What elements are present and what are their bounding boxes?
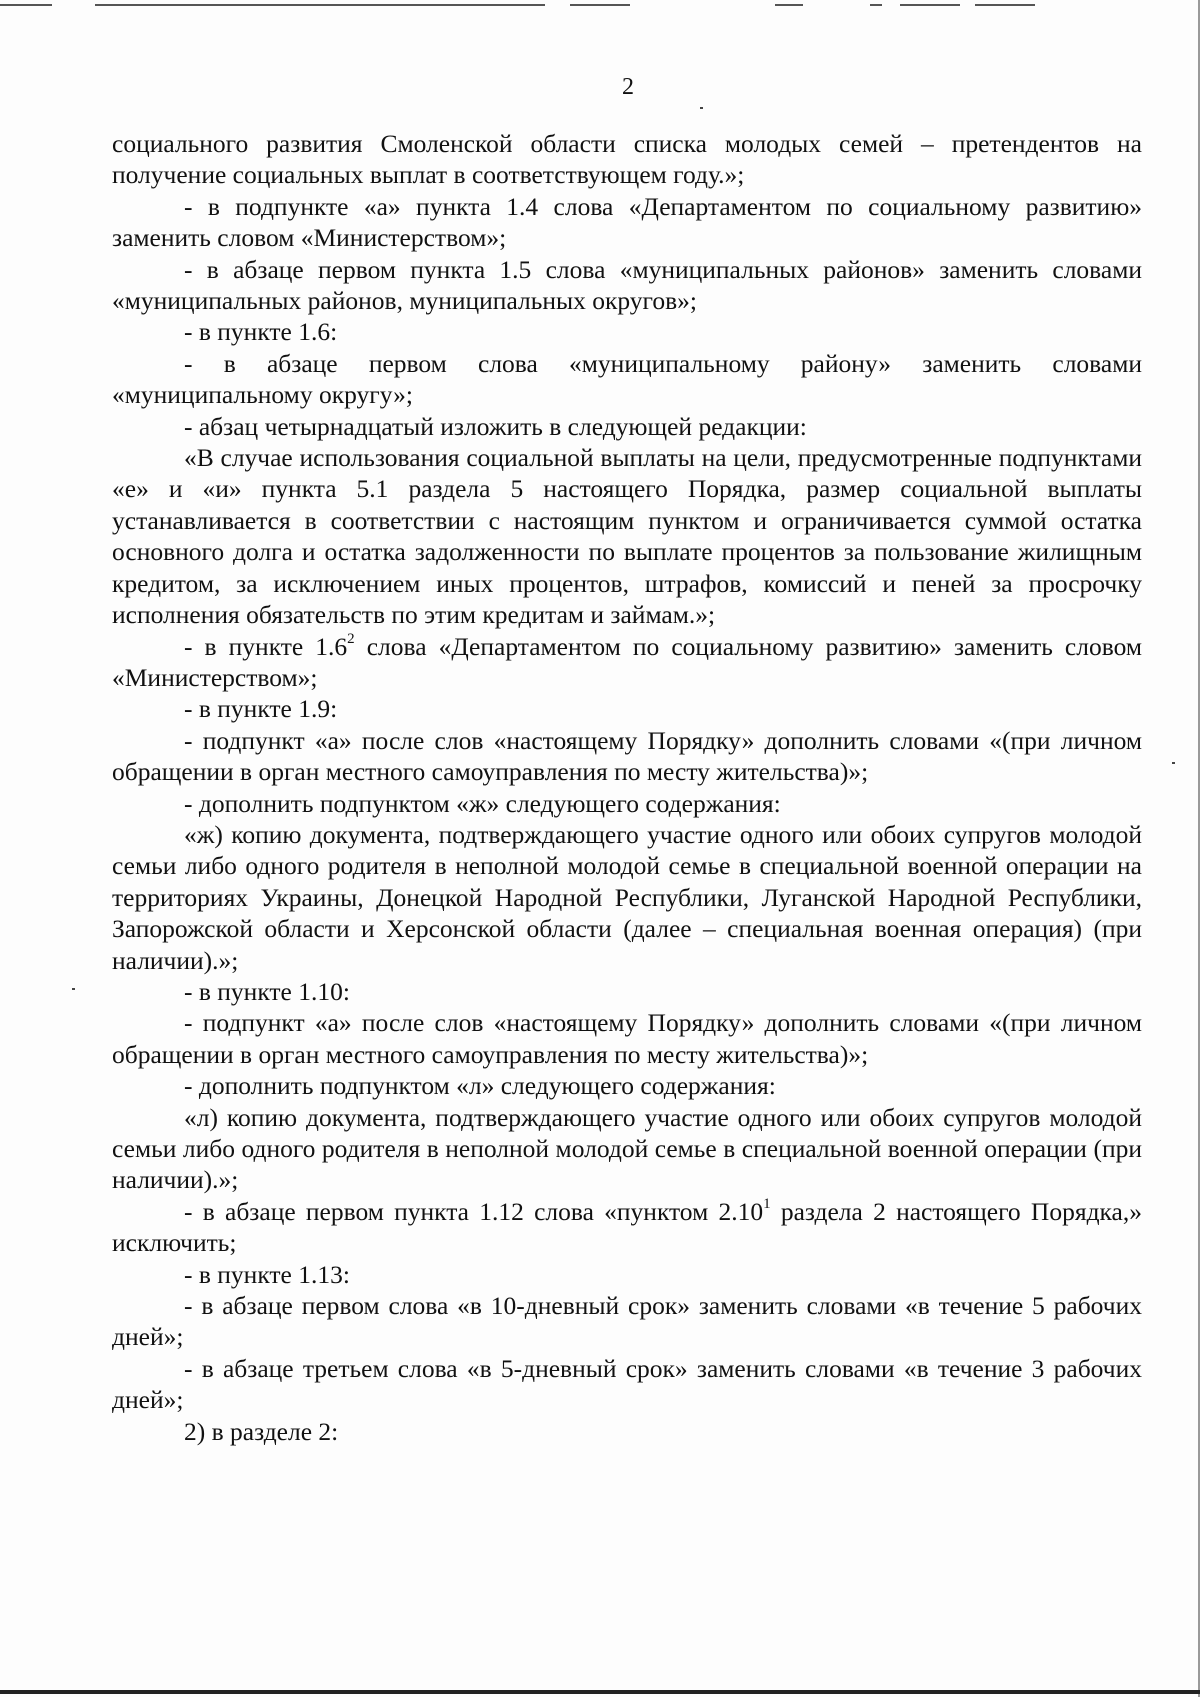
paragraph: - в пункте 1.10: bbox=[184, 976, 350, 1006]
paragraph-text: - в абзаце первом пункта 1.12 слова «пунктом 2.10 bbox=[184, 1196, 764, 1226]
paragraph: «В случае использования социальной выплаты на цели, предусмотренные подпунктами «е» и «и» пункта 5.1 раздела 5 настоящего Порядка, размер социальной выплаты устанавливается в соответствии с настоящим пунктом и ограничивается суммой остатка основного долга и остатка задолженности по выплате процентов за пользование жилищным кредитом, за исключением иных процентов, штрафов, комиссий и пеней за просрочку исполнения обязательств по этим кредитам и займам.»; bbox=[112, 443, 1142, 630]
paragraph: - подпункт «а» после слов «настоящему Порядку» дополнить словами «(при личном обращении в орган местного самоуправления по месту жительства)»; bbox=[112, 1008, 1142, 1069]
paragraph bbox=[112, 631, 1142, 694]
paragraph: - в пункте 1.13: bbox=[184, 1259, 350, 1289]
paragraph-text: слова «Департаментом по социальному развитию» заменить словом «Министерством»; bbox=[112, 631, 1142, 692]
paragraph: - в абзаце первом слова «в 10-дневный срок» заменить словами «в течение 5 рабочих дней»; bbox=[112, 1291, 1142, 1352]
paragraph bbox=[112, 1196, 1142, 1259]
paragraph: «л) копию документа, подтверждающего участие одного или обоих супругов молодой семьи либо одного родителя в неполной молодой семье в специальной военной операции (при наличии).»; bbox=[112, 1102, 1142, 1195]
scan-speck bbox=[72, 988, 75, 990]
paragraph: социального развития Смоленской области списка молодых семей – претендентов на получение социальных выплат в соответствующем году.»; bbox=[112, 129, 1142, 190]
paragraph: - дополнить подпунктом «ж» следующего содержания: bbox=[184, 788, 781, 818]
paragraph-text: - в пункте 1.6 bbox=[184, 631, 348, 661]
paragraph: - в абзаце первом пункта 1.5 слова «муниципальных районов» заменить словами «муниципальных районов, муниципальных округов»; bbox=[112, 254, 1142, 316]
paragraph: - в абзаце третьем слова «в 5-дневный срок» заменить словами «в течение 3 рабочих дней»; bbox=[112, 1353, 1142, 1415]
paragraph: 2) в разделе 2: bbox=[184, 1416, 339, 1446]
paragraph: - абзац четырнадцатый изложить в следующей редакции: bbox=[184, 411, 807, 441]
superscript: 2 bbox=[347, 631, 355, 647]
paragraph-text: раздела 2 настоящего Порядка,» исключить; bbox=[112, 1196, 1142, 1258]
scan-speck bbox=[1172, 762, 1175, 764]
paragraph: - в подпункте «а» пункта 1.4 слова «Департаментом по социальному развитию» заменить словом «Министерством»; bbox=[112, 191, 1142, 253]
paragraph: «ж) копию документа, подтверждающего участие одного или обоих супругов молодой семьи либо одного родителя в неполной молодой семье в специальной военной операции на территориях Украины, Донецкой Народной Республики, Луганской Народной Республики, Запорожской области и Херсонской области (далее – специальная военная операция) (при наличии).»; bbox=[112, 819, 1142, 975]
superscript: 1 bbox=[763, 1196, 771, 1213]
scan-speck bbox=[700, 107, 703, 109]
paragraph: - в пункте 1.6: bbox=[184, 317, 338, 347]
paragraph: - в абзаце первом слова «муниципальному району» заменить словами «муниципальному округу»; bbox=[112, 348, 1142, 410]
scan-edge-top bbox=[0, 4, 1200, 7]
document-body bbox=[112, 128, 1142, 1447]
paragraph: - в пункте 1.9: bbox=[184, 694, 338, 724]
paragraph: - подпункт «а» после слов «настоящему Порядку» дополнить словами «(при личном обращении в орган местного самоуправления по месту жительства)»; bbox=[112, 725, 1142, 787]
page-number: 2 bbox=[622, 74, 634, 100]
paragraph: - дополнить подпунктом «л» следующего содержания: bbox=[184, 1071, 776, 1101]
scan-edge-bottom bbox=[0, 1690, 1200, 1694]
